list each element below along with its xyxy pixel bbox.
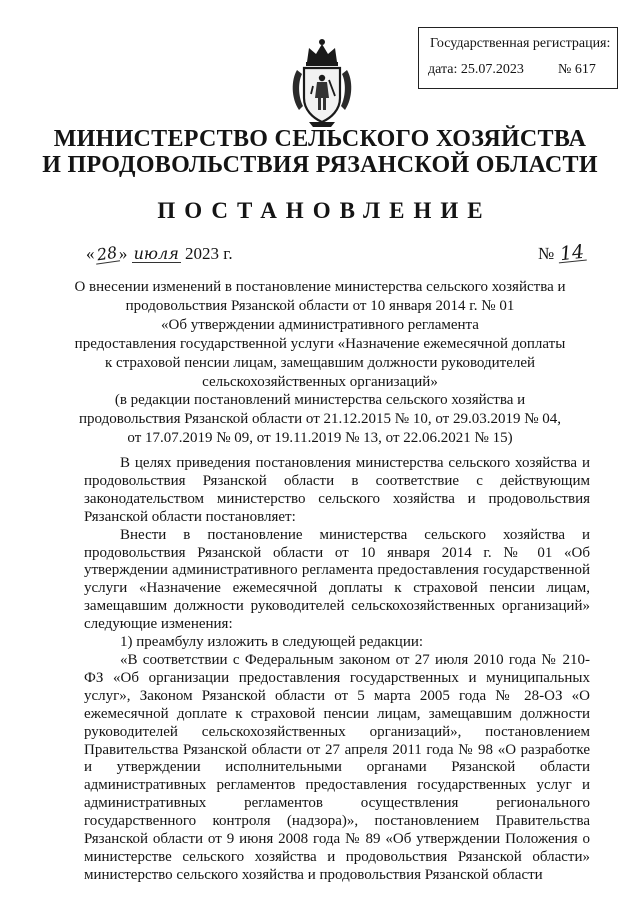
subject-line: предоставления государственной услуги «Назначение ежемесячной доплаты [74,335,566,352]
subject-line: О внесении изменений в постановление министерства сельского хозяйства и [74,279,566,295]
number-value-handwritten: 14 [559,240,586,266]
decree-title: ПОСТАНОВЛЕНИЕ [157,198,492,223]
subject-line: от 17.07.2019 № 09, от 19.11.2019 № 13, от 22.06.2021 № 15) [127,430,513,447]
ministry-name-line1: МИНИСТЕРСТВО СЕЛЬСКОГО ХОЗЯЙСТВА [53,126,587,152]
decree-subject [0,278,640,448]
body-paragraph: В целях приведения постановления министерства сельского хозяйства и продовольствия Рязанской области в соответствие с действующим законодательством министерство сельского хозяйства и продовольствия Рязанской области постановляет: [84,455,590,525]
body-paragraph: Внести в постановление министерства сельского хозяйства и продовольствия Рязанской области от 10 января 2014 г. № 01 «Об утверждении административного регламента предоставления государственной услуги «Назначение ежемесячной доплаты к страховой пенсии лицам, замещавшим должности руководителей сельскохозяйственных организаций» следующие изменения: [84,526,590,633]
number-label: № [538,244,555,263]
decree-body [84,455,590,885]
subject-line: продовольствия Рязанской области от 21.12.2015 № 10, от 29.03.2019 № 04, [78,411,562,428]
decree-date [86,244,233,264]
date-day-handwritten: 28 [95,242,118,265]
registration-title: Государственная регистрация: [430,36,611,51]
body-paragraph: 1) преамбулу изложить в следующей редакции: [120,634,424,651]
date-year: 2023 г. [185,244,233,263]
subject-line: сельскохозяйственных организаций» [202,373,438,390]
decree-number [538,240,587,266]
subject-line: «Об утверждении административного регламента [161,316,479,333]
date-open-quote: « [86,244,95,263]
registration-date: дата: 25.07.2023 [428,62,524,77]
body-paragraph: «В соответствии с Федеральным законом от 27 июля 2010 года № 210-ФЗ «Об организации предоставления государственных и муниципальных услуг», Законом Рязанской области от 5 марта 2005 года № 28-ОЗ «О ежемесячной доплате к страховой пенсии лицам, замещавшим должности руководителей сельскохозяйственных организаций», постановлением Правительства Рязанской области от 27 апреля 2011 года № 98 «О разработке и утверждении исполнительными органами Рязанской области административных регламентов предоставления государственных услуг и административных регламентов осуществления регионального государственного контроля (надзора)», постановлением Правительства Рязанской области от 9 июня 2008 года № 89 «Об утверждении Положения о министерстве сельского хозяйства и продовольствия Рязанской области» министерство сельского хозяйства и продовольствия Рязанской области [84,651,590,883]
ryazan-coat-of-arms-icon [289,36,355,128]
date-close-quote: » [118,244,128,263]
ministry-name-line2: И ПРОДОВОЛЬСТВИЯ РЯЗАНСКОЙ ОБЛАСТИ [42,152,598,178]
subject-line: (в редакции постановлений министерства сельского хозяйства и [114,392,526,409]
date-month-handwritten: июля [133,244,179,263]
registration-stamp [418,27,618,89]
subject-line: к страховой пенсии лицам, замещавшим должности руководителей [104,354,536,371]
registration-number: № 617 [558,62,596,77]
subject-line: продовольствия Рязанской области от 10 января 2014 г. № 01 [125,297,515,314]
